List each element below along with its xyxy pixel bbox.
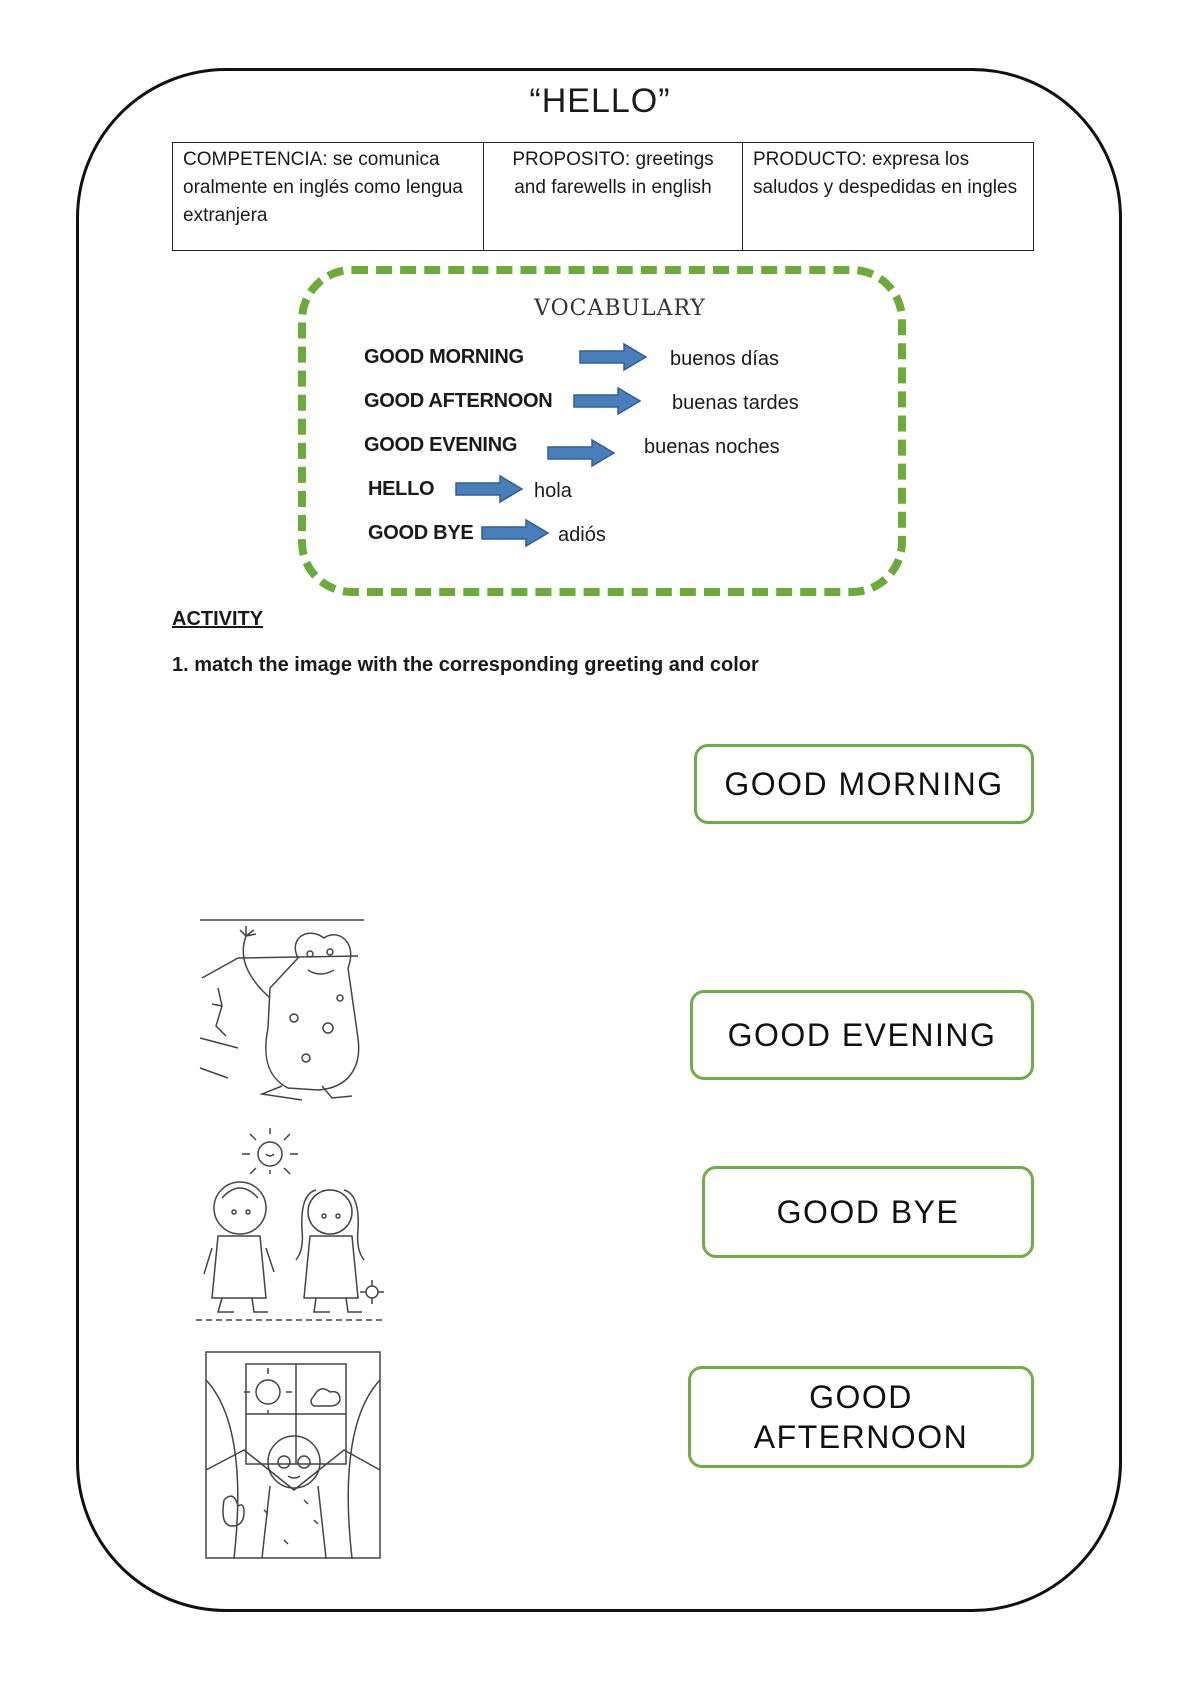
- greeting-label: GOOD BYE: [776, 1194, 960, 1230]
- greeting-box-good-morning[interactable]: [694, 744, 1034, 824]
- vocab-translation: buenas tardes: [672, 392, 799, 414]
- greeting-label: GOOD AFTERNOON: [753, 1379, 969, 1455]
- right-arrow-icon: [546, 438, 616, 468]
- vocab-term: GOOD AFTERNOON: [364, 390, 553, 412]
- right-arrow-icon: [578, 342, 648, 372]
- greeting-box-good-evening[interactable]: [690, 990, 1034, 1080]
- greeting-box-good-afternoon[interactable]: [688, 1366, 1034, 1468]
- competencia-label: COMPETENCIA:: [183, 149, 328, 170]
- activity-heading: ACTIVITY: [172, 608, 264, 630]
- greeting-label: GOOD EVENING: [727, 1017, 997, 1053]
- producto-cell: [743, 143, 1034, 251]
- vocab-translation: hola: [534, 480, 572, 502]
- info-table: [172, 142, 1034, 251]
- greeting-label: GOOD MORNING: [724, 766, 1004, 802]
- vocab-term: HELLO: [368, 478, 435, 500]
- monster-waving-image: [198, 918, 366, 1108]
- girl-at-window-image: [204, 1350, 382, 1560]
- right-arrow-icon: [454, 474, 524, 504]
- competencia-cell: [173, 143, 484, 251]
- proposito-label: PROPOSITO:: [512, 149, 631, 170]
- vocab-term: GOOD BYE: [368, 522, 474, 544]
- greeting-box-good-bye[interactable]: [702, 1166, 1034, 1258]
- proposito-text: greetings and farewells in english: [514, 149, 714, 198]
- activity-instruction: 1. match the image with the corresponding greeting and color: [172, 654, 759, 676]
- vocab-translation: adiós: [558, 524, 606, 546]
- proposito-cell: [484, 143, 743, 251]
- producto-label: PRODUCTO:: [753, 149, 867, 170]
- vocabulary-title: VOCABULARY: [534, 296, 706, 321]
- children-sunny-day-image: [196, 1128, 386, 1324]
- competencia-text: se comunica oralmente en inglés como lengua extranjera: [183, 149, 463, 226]
- producto-text: expresa los saludos y despedidas en ingles: [753, 149, 1018, 198]
- right-arrow-icon: [572, 386, 642, 416]
- vocab-translation: buenos días: [670, 348, 779, 370]
- right-arrow-icon: [480, 518, 550, 548]
- vocab-translation: buenas noches: [644, 436, 780, 458]
- page-title: “HELLO”: [529, 82, 671, 120]
- vocab-term: GOOD EVENING: [364, 434, 518, 456]
- vocab-term: GOOD MORNING: [364, 346, 524, 368]
